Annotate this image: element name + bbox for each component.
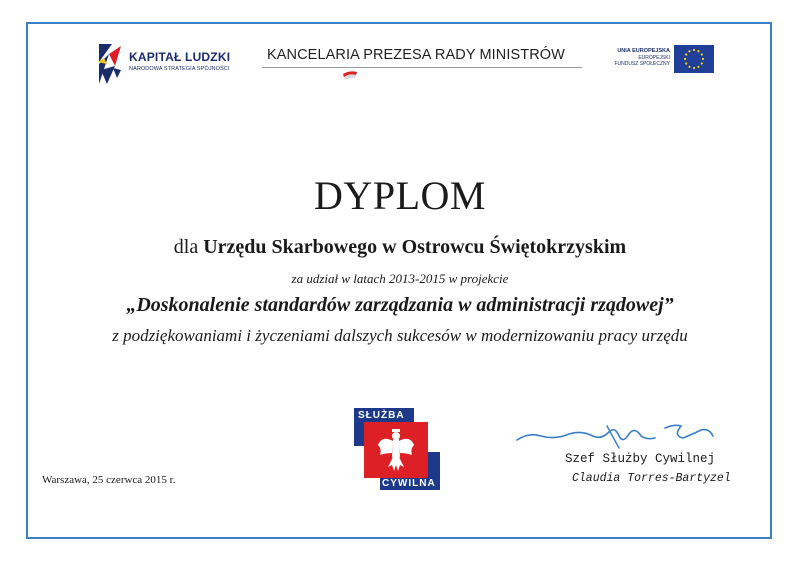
white-eagle-emblem-icon [376, 427, 416, 473]
handwritten-signature-icon [515, 418, 725, 450]
civil-service-emblem [352, 408, 442, 490]
kapital-ludzki-subtitle: NARODOWA STRATEGIA SPÓJNOŚCI [129, 66, 230, 72]
kprm-header [262, 45, 582, 89]
eu-line3: FUNDUSZ SPOŁECZNY [614, 61, 670, 67]
participation-text: za udział w latach 2013-2015 w projekcie [291, 271, 509, 286]
signer-name: Claudia Torres-Bartyzel [572, 472, 731, 485]
eu-text [614, 48, 670, 68]
polish-flag-mark-icon [342, 69, 358, 81]
eu-flag-icon [674, 45, 714, 73]
eu-logo [612, 45, 714, 79]
emblem-top-text: SŁUŻBA [358, 410, 405, 421]
recipient-line [0, 236, 800, 259]
recipient-name: Urzędu Skarbowego w Ostrowcu Świętokrzyskim [203, 236, 627, 258]
recipient-prefix: dla [173, 236, 199, 258]
signer-role: Szef Służby Cywilnej [565, 452, 716, 466]
diploma-title: DYPLOM [314, 173, 486, 218]
project-name: „Doskonalenie standardów zarządzania w administracji rządowej” [126, 294, 674, 316]
kprm-rule [262, 67, 582, 68]
emblem-bottom-text: CYWILNA [382, 478, 436, 489]
eu-line2: EUROPEJSKI [638, 54, 670, 61]
kapital-ludzki-logo [95, 40, 235, 88]
eu-line1: UNIA EUROPEJSKA [617, 48, 670, 54]
kapital-ludzki-title: KAPITAŁ LUDZKI [129, 50, 231, 64]
thanks-text: z podziękowaniami i życzeniami dalszych sukcesów w modernizowaniu pracy urzędu [112, 326, 688, 345]
kapital-ludzki-logo-icon [95, 40, 127, 86]
kprm-title: KANCELARIA PREZESA RADY MINISTRÓW [267, 47, 565, 63]
place-date: Warszawa, 25 czerwca 2015 r. [42, 474, 176, 486]
